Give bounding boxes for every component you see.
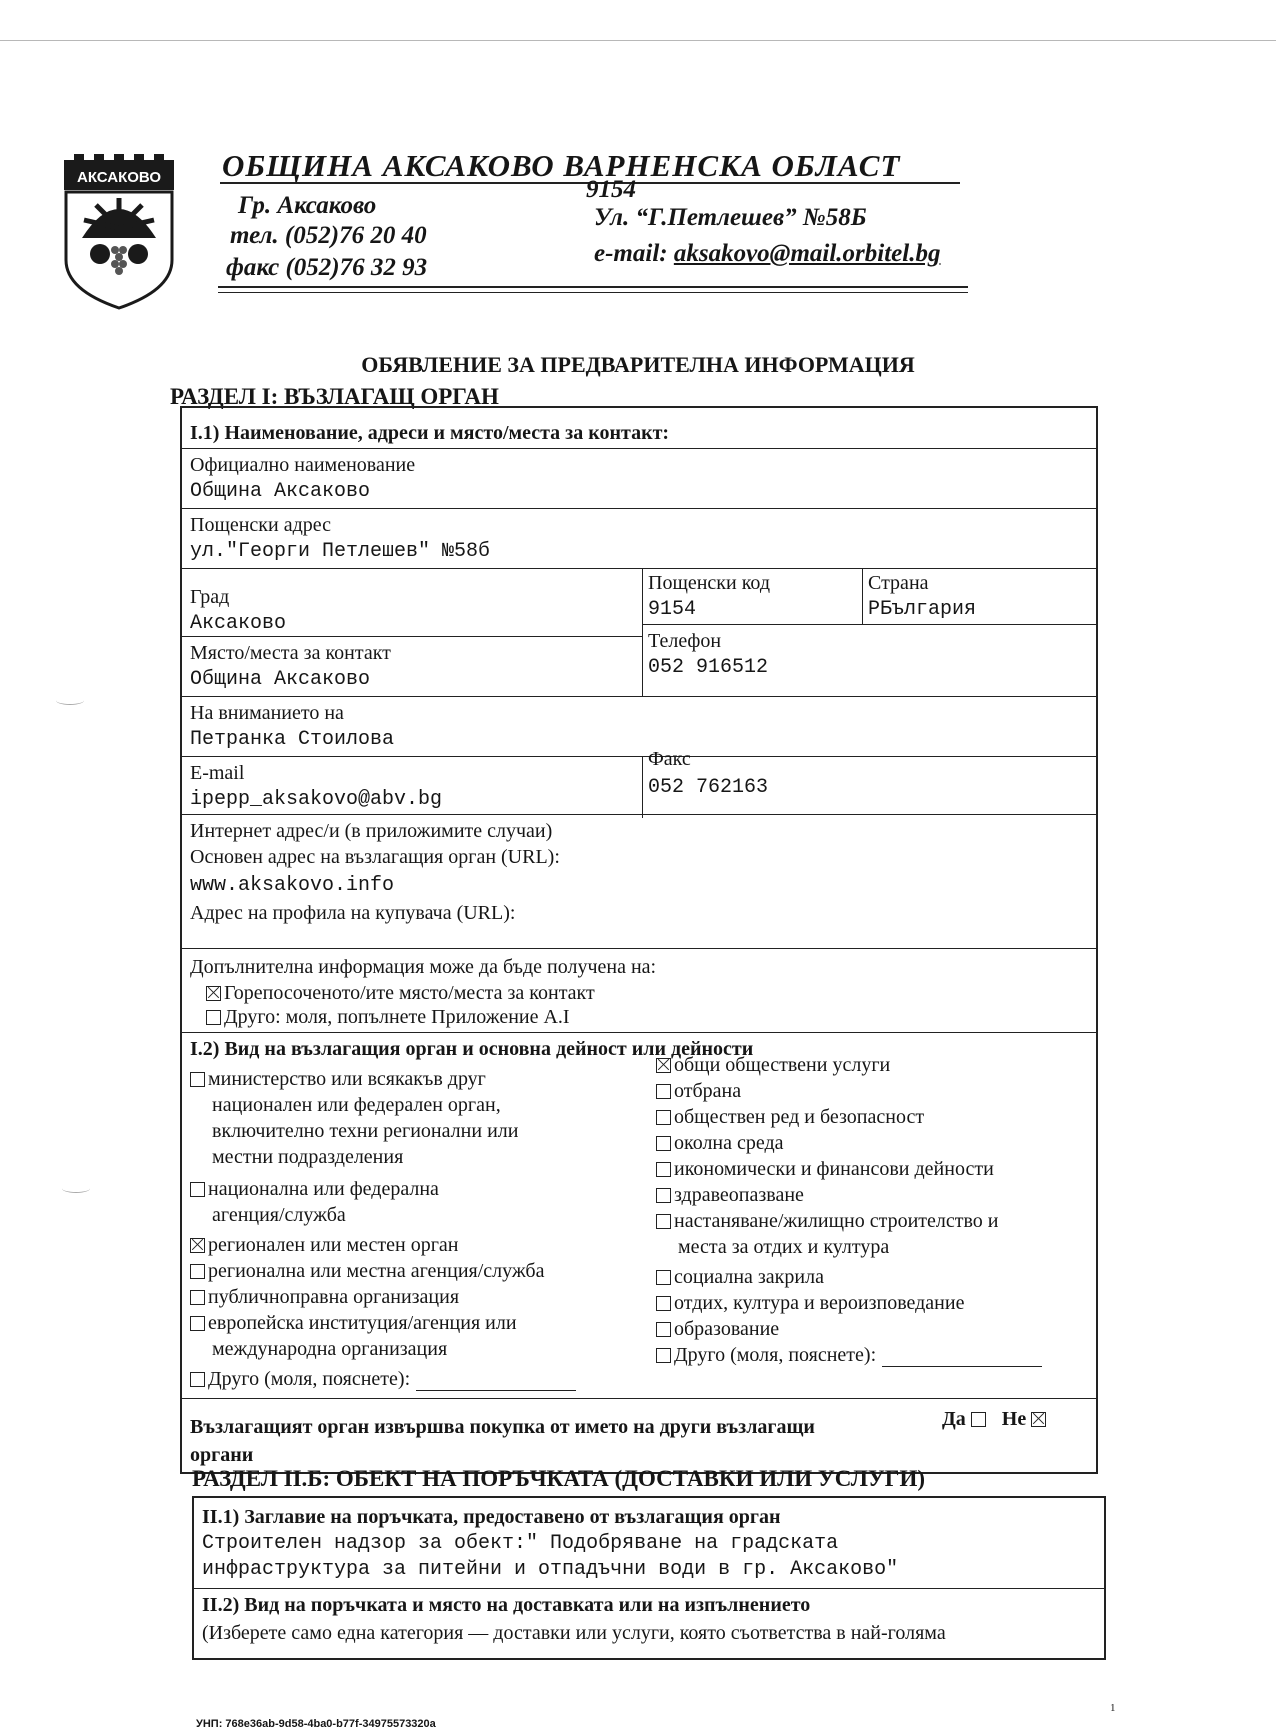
- purchase-yes-no: [942, 1408, 1049, 1431]
- no-label: Не: [1001, 1408, 1027, 1430]
- postal-address-value: ул."Георги Петлешев" №58б: [190, 540, 491, 563]
- checkbox[interactable]: [656, 1214, 671, 1229]
- section2-form: [192, 1496, 1106, 1660]
- checkbox[interactable]: [190, 1264, 205, 1279]
- option-label: публичноправна организация: [208, 1286, 460, 1308]
- additional-option-2[interactable]: [206, 1006, 570, 1029]
- municipality-crest-icon: [60, 150, 178, 310]
- additional-option-2-label: Друго: моля, попълнете Приложение А.I: [224, 1006, 570, 1028]
- option-label: международна организация: [212, 1338, 448, 1360]
- header-email-label: e-mail:: [594, 240, 668, 267]
- checkbox-checked[interactable]: [656, 1058, 671, 1073]
- header-phone: тел. (052)76 20 40: [230, 222, 427, 249]
- city-value: Аксаково: [190, 612, 287, 635]
- option-label: образование: [674, 1318, 780, 1340]
- option-item[interactable]: [656, 1132, 784, 1158]
- option-label: европейска институция/агенция или: [208, 1312, 517, 1334]
- header-rule-thin: [218, 292, 968, 293]
- header-street: Ул. “Г.Петлешев” №58Б: [594, 204, 867, 231]
- header-city: Гр. Аксаково: [238, 192, 377, 219]
- option-item[interactable]: [190, 1286, 459, 1312]
- notice-title: ОБЯВЛЕНИЕ ЗА ПРЕДВАРИТЕЛНА ИНФОРМАЦИЯ: [361, 352, 915, 377]
- header-email-link[interactable]: aksakovo@mail.orbitel.bg: [673, 240, 941, 267]
- svg-text:АКСАКОВО: АКСАКОВО: [76, 169, 162, 186]
- buyer-profile-label: Адрес на профила на купувача (URL):: [190, 902, 516, 924]
- yes-label: Да: [942, 1408, 966, 1430]
- option-label: регионален или местен орган: [208, 1234, 459, 1256]
- checkbox[interactable]: [656, 1322, 671, 1337]
- option-item[interactable]: [190, 1368, 576, 1394]
- option-label: включително техни регионални или: [212, 1120, 519, 1142]
- attention-label: На вниманието на: [190, 702, 344, 724]
- option-label: икономически и финансови дейности: [674, 1158, 994, 1180]
- option-label: регионална или местна агенция/служба: [208, 1260, 545, 1282]
- option-item[interactable]: [656, 1318, 779, 1344]
- option-item[interactable]: [656, 1292, 964, 1318]
- other-fill-line[interactable]: [416, 1372, 576, 1391]
- checkbox[interactable]: [656, 1084, 671, 1099]
- checkbox[interactable]: [190, 1372, 205, 1387]
- checkbox-checked[interactable]: [206, 986, 221, 1001]
- internet-label: Интернет адрес/и (в приложимите случаи): [190, 820, 553, 842]
- ii1-line1: Строителен надзор за обект:" Подобряване на градската: [202, 1532, 839, 1555]
- scan-edge-line: [0, 40, 1276, 41]
- official-name-label: Официално наименование: [190, 454, 416, 476]
- section1-title: РАЗДЕЛ I: ВЪЗЛАГАЩ ОРГАН: [170, 384, 499, 409]
- country-value: РБългария: [868, 598, 977, 621]
- fax-label: Факс: [648, 748, 691, 770]
- header-email-line: [594, 240, 940, 268]
- email-value: ipepp_aksakovo@abv.bg: [190, 788, 443, 811]
- option-label: обществен ред и безопасност: [674, 1106, 925, 1128]
- option-label: агенция/служба: [212, 1204, 346, 1226]
- checkbox[interactable]: [656, 1348, 671, 1363]
- checkbox[interactable]: [206, 1010, 221, 1025]
- section2-title: РАЗДЕЛ II.Б: ОБЕКТ НА ПОРЪЧКАТА (ДОСТАВКИ ИЛИ УСЛУГИ): [192, 1466, 925, 1491]
- option-label: Друго (моля, пояснете):: [674, 1344, 877, 1366]
- option-label: околна среда: [674, 1132, 784, 1154]
- option-item[interactable]: [656, 1158, 994, 1184]
- postcode-value: 9154: [648, 598, 697, 621]
- option-label: министерство или всякакъв друг: [208, 1068, 486, 1090]
- attention-value: Петранка Стоилова: [190, 728, 395, 751]
- document-id: УНП: 768e36ab-9d58-4ba0-b77f-34975573320a: [196, 1718, 436, 1730]
- phone-value: 052 916512: [648, 656, 769, 679]
- option-label: общи обществени услуги: [674, 1054, 891, 1076]
- additional-option-1-label: Горепосоченото/ите място/места за контакт: [224, 982, 595, 1004]
- option-item[interactable]: [656, 1054, 890, 1080]
- header-fax: факс (052)76 32 93: [226, 254, 428, 281]
- option-item[interactable]: [190, 1312, 517, 1364]
- other-fill-line[interactable]: [882, 1348, 1042, 1367]
- option-label: национален или федерален орган,: [212, 1094, 501, 1116]
- ii2-title: II.2) Вид на поръчката и място на доставката или на изпълнението: [202, 1594, 811, 1616]
- official-name-value: Община Аксаково: [190, 480, 371, 503]
- i1-title: I.1) Наименование, адреси и място/места за контакт:: [190, 422, 670, 444]
- option-label: местни подразделения: [212, 1146, 404, 1168]
- option-label: отбрана: [674, 1080, 742, 1102]
- phone-label: Телефон: [648, 630, 722, 652]
- option-item[interactable]: [190, 1260, 544, 1286]
- ii1-line2: инфраструктура за питейни и отпадъчни води в гр. Аксаково": [202, 1558, 899, 1581]
- option-item[interactable]: [190, 1178, 439, 1230]
- checkbox[interactable]: [656, 1136, 671, 1151]
- option-label: места за отдих и култура: [678, 1236, 890, 1258]
- city-label: Град: [190, 586, 230, 608]
- checkbox[interactable]: [190, 1316, 205, 1331]
- main-url-label: Основен адрес на възлагащия орган (URL):: [190, 846, 560, 868]
- purchase-question-line2: органи: [190, 1444, 254, 1466]
- yes-checkbox[interactable]: [971, 1412, 986, 1427]
- checkbox[interactable]: [656, 1188, 671, 1203]
- checkbox[interactable]: [190, 1182, 205, 1197]
- option-item[interactable]: [656, 1344, 1042, 1370]
- ii2-text: (Изберете само една категория — доставки или услуги, която съответства в най-голяма: [202, 1622, 946, 1644]
- section1-form: [180, 406, 1098, 1474]
- purchase-question-line1: Възлагащият орган извършва покупка от името на други възлагащи: [190, 1416, 815, 1438]
- contact-label: Място/места за контакт: [190, 642, 391, 664]
- option-label: социална закрила: [674, 1266, 824, 1288]
- i2-title: I.2) Вид на възлагащия орган и основна дейност или дейности: [190, 1038, 754, 1060]
- country-label: Страна: [868, 572, 929, 594]
- option-item[interactable]: [656, 1210, 999, 1262]
- option-item[interactable]: [190, 1234, 459, 1260]
- option-label: здравеопазване: [674, 1184, 804, 1206]
- option-item[interactable]: [656, 1266, 824, 1292]
- punch-hole-mark: [56, 696, 84, 705]
- ii1-title: II.1) Заглавие на поръчката, предоставено от възлагащия орган: [202, 1506, 781, 1528]
- checkbox[interactable]: [190, 1290, 205, 1305]
- checkbox[interactable]: [656, 1270, 671, 1285]
- no-checkbox[interactable]: [1031, 1412, 1046, 1427]
- contact-value: Община Аксаково: [190, 668, 371, 691]
- additional-info-label: Допълнителна информация може да бъде получена на:: [190, 956, 657, 978]
- checkbox[interactable]: [656, 1110, 671, 1125]
- checkbox[interactable]: [190, 1072, 205, 1087]
- punch-hole-mark: [62, 1184, 90, 1193]
- checkbox-checked[interactable]: [190, 1238, 205, 1253]
- main-url-value: www.aksakovo.info: [190, 874, 395, 897]
- header-rule: [218, 286, 968, 288]
- page-number: 1: [1110, 1702, 1116, 1714]
- header-postcode: 9154: [586, 176, 636, 203]
- option-item[interactable]: [190, 1068, 518, 1172]
- option-item[interactable]: [656, 1080, 741, 1106]
- checkbox[interactable]: [656, 1296, 671, 1311]
- fax-value: 052 762163: [648, 776, 769, 799]
- option-label: Друго (моля, пояснете):: [208, 1368, 411, 1390]
- checkbox[interactable]: [656, 1162, 671, 1177]
- email-label: E-mail: [190, 762, 245, 784]
- postcode-label: Пощенски код: [648, 572, 771, 594]
- postal-address-label: Пощенски адрес: [190, 514, 332, 536]
- option-label: национална или федерална: [208, 1178, 439, 1200]
- additional-option-1[interactable]: [206, 982, 595, 1005]
- option-item[interactable]: [656, 1106, 924, 1132]
- option-item[interactable]: [656, 1184, 804, 1210]
- municipality-title: ОБЩИНА АКСАКОВО ВАРНЕНСКА ОБЛАСТ: [222, 148, 901, 183]
- option-label: настаняване/жилищно строителство и: [674, 1210, 999, 1232]
- option-label: отдих, култура и вероизповедание: [674, 1292, 965, 1314]
